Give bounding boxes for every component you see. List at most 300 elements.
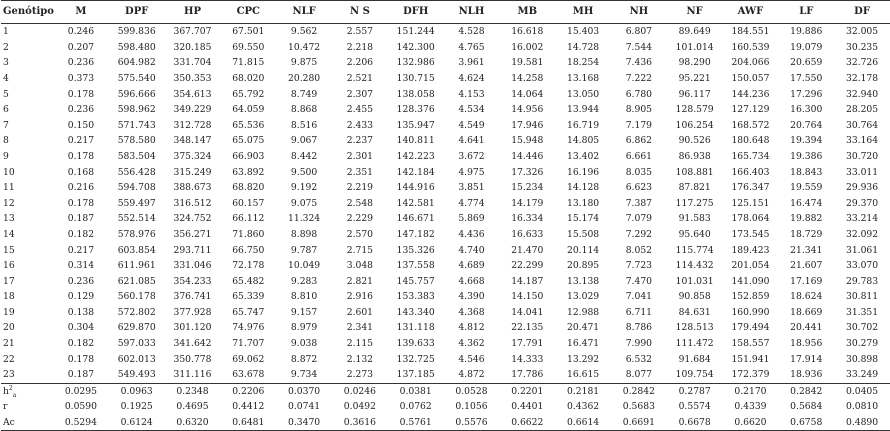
- table-row: [1, 305, 890, 321]
- value-cell: 176.347: [731, 182, 770, 194]
- value-cell: 19.581: [511, 57, 544, 69]
- value-cell: 19.886: [790, 26, 823, 38]
- genotype-id-cell: 10: [3, 166, 15, 178]
- value-cell: 152.859: [731, 291, 770, 303]
- value-cell: 2.601: [346, 306, 374, 318]
- value-cell: 571.743: [117, 119, 156, 131]
- value-cell: 4.975: [458, 166, 485, 178]
- value-cell: 575.540: [117, 72, 156, 84]
- value-cell: 101.031: [675, 275, 714, 287]
- value-cell: 151.941: [731, 353, 770, 365]
- value-cell: 201.054: [731, 260, 770, 272]
- value-cell: 9.283: [290, 275, 318, 287]
- genotype-id-cell: 12: [3, 197, 15, 209]
- value-cell: 354.613: [173, 88, 212, 100]
- value-cell: 20.764: [790, 119, 823, 131]
- value-cell: 320.185: [173, 41, 212, 53]
- stat-label-cell: [1, 415, 53, 431]
- value-cell: 8.442: [290, 150, 318, 162]
- value-cell: 29.936: [845, 182, 879, 194]
- value-cell: 15.948: [511, 135, 544, 147]
- value-cell: 16.719: [566, 119, 600, 131]
- value-cell: 3.851: [458, 182, 485, 194]
- value-cell: 72.178: [232, 260, 265, 272]
- value-cell: 0.178: [67, 88, 95, 100]
- value-cell: 377.928: [173, 306, 212, 318]
- stat-value-cell: 0.6691: [611, 415, 667, 431]
- stat-value-cell: 0.6620: [723, 415, 779, 431]
- value-cell: 165.734: [731, 150, 770, 162]
- stat-value-cell: 0.1056: [455, 401, 488, 413]
- value-cell: 7.544: [625, 41, 653, 53]
- value-cell: 19.394: [790, 135, 823, 147]
- value-cell: 66.903: [232, 150, 265, 162]
- value-cell: 578.580: [117, 135, 156, 147]
- value-cell: 8.786: [625, 322, 653, 334]
- genotype-id-cell: 14: [3, 228, 15, 240]
- value-cell: 20.659: [790, 57, 823, 69]
- value-cell: 0.373: [67, 72, 95, 84]
- value-cell: 16.196: [566, 166, 600, 178]
- value-cell: 31.061: [845, 244, 879, 256]
- value-cell: 145.757: [396, 275, 435, 287]
- value-cell: 19.079: [790, 41, 823, 53]
- value-cell: 9.875: [290, 57, 318, 69]
- table-row: [1, 24, 890, 40]
- stat-value-cell: 0.2348: [165, 383, 221, 399]
- stat-value-cell: 0.0295: [53, 383, 109, 399]
- value-cell: 2.715: [346, 244, 374, 256]
- value-cell: 7.387: [625, 197, 653, 209]
- value-cell: 20.114: [566, 244, 600, 256]
- value-cell: 14.041: [511, 306, 544, 318]
- value-cell: 87.821: [678, 182, 711, 194]
- value-cell: 4.668: [458, 275, 485, 287]
- genotype-id-cell: 13: [3, 213, 15, 225]
- value-cell: 114.432: [675, 260, 714, 272]
- column-header: HP: [165, 1, 221, 24]
- value-cell: 14.728: [566, 41, 600, 53]
- value-cell: 138.058: [396, 88, 435, 100]
- value-cell: 16.334: [511, 213, 544, 225]
- value-cell: 160.990: [731, 306, 770, 318]
- value-cell: 143.340: [396, 306, 435, 318]
- value-cell: 4.546: [458, 353, 485, 365]
- value-cell: 146.671: [396, 213, 435, 225]
- value-cell: 4.549: [458, 119, 485, 131]
- value-cell: 578.976: [117, 228, 156, 240]
- value-cell: 6.862: [625, 135, 653, 147]
- value-cell: 142.223: [396, 150, 435, 162]
- genotype-id-cell: 3: [3, 57, 9, 69]
- stat-value-cell: 0.2787: [667, 383, 723, 399]
- table-header-row: [1, 1, 890, 24]
- stat-value-cell: 0.5574: [678, 401, 711, 413]
- table-row: [1, 55, 890, 71]
- value-cell: 349.229: [173, 104, 212, 116]
- column-header: NLH: [444, 1, 500, 24]
- stat-value-cell: 0.2842: [778, 383, 834, 399]
- value-cell: 17.946: [511, 119, 544, 131]
- value-cell: 71.707: [232, 338, 265, 350]
- value-cell: 13.402: [566, 150, 600, 162]
- value-cell: 4.689: [458, 260, 485, 272]
- value-cell: 2.570: [346, 228, 374, 240]
- value-cell: 68.020: [232, 72, 265, 84]
- column-header-genotipo: Genótipo: [1, 1, 53, 24]
- value-cell: 135.947: [396, 119, 435, 131]
- value-cell: 2.115: [346, 338, 374, 350]
- value-cell: 30.235: [845, 41, 879, 53]
- table-row: [1, 336, 890, 352]
- value-cell: 9.192: [290, 182, 318, 194]
- column-header: DF: [834, 1, 890, 24]
- value-cell: 172.379: [731, 369, 770, 381]
- value-cell: 32.092: [845, 228, 879, 240]
- value-cell: 388.673: [173, 182, 212, 194]
- value-cell: 142.581: [396, 197, 435, 209]
- value-cell: 86.938: [678, 150, 711, 162]
- value-cell: 14.333: [511, 353, 544, 365]
- value-cell: 33.249: [845, 369, 879, 381]
- stat-value-cell: 0.3470: [276, 415, 332, 431]
- value-cell: 18.729: [790, 228, 823, 240]
- stat-value-cell: 0.6758: [778, 415, 834, 431]
- value-cell: 0.150: [67, 119, 95, 131]
- table-row: [1, 289, 890, 305]
- value-cell: 8.979: [290, 322, 318, 334]
- value-cell: 14.956: [511, 104, 544, 116]
- value-cell: 13.029: [566, 291, 600, 303]
- table-row: [1, 86, 890, 102]
- column-header: MH: [555, 1, 611, 24]
- value-cell: 0.138: [67, 306, 95, 318]
- value-cell: 65.747: [232, 306, 265, 318]
- value-cell: 30.279: [845, 338, 879, 350]
- value-cell: 28.205: [845, 104, 879, 116]
- value-cell: 2.433: [346, 119, 374, 131]
- value-cell: 71.815: [232, 57, 265, 69]
- value-cell: 8.810: [290, 291, 318, 303]
- stat-label-cell: [1, 399, 53, 415]
- value-cell: 71.860: [232, 228, 265, 240]
- value-cell: 2.218: [346, 41, 374, 53]
- value-cell: 2.548: [346, 197, 374, 209]
- value-cell: 4.740: [458, 244, 485, 256]
- value-cell: 139.633: [396, 338, 435, 350]
- value-cell: 6.532: [625, 353, 653, 365]
- value-cell: 7.041: [625, 291, 653, 303]
- value-cell: 559.497: [117, 197, 156, 209]
- value-cell: 63.678: [232, 369, 265, 381]
- value-cell: 32.940: [845, 88, 879, 100]
- stat-value-cell: 0.0381: [388, 383, 444, 399]
- value-cell: 69.550: [232, 41, 265, 53]
- value-cell: 18.843: [790, 166, 823, 178]
- value-cell: 599.836: [117, 26, 156, 38]
- value-cell: 29.783: [845, 275, 879, 287]
- value-cell: 142.184: [396, 166, 435, 178]
- stat-value-cell: 0.5761: [388, 415, 444, 431]
- value-cell: 189.423: [731, 244, 770, 256]
- value-cell: 140.811: [396, 135, 435, 147]
- value-cell: 0.178: [67, 197, 95, 209]
- value-cell: 20.471: [566, 322, 600, 334]
- stat-value-cell: 0.0741: [288, 401, 321, 413]
- stat-value-cell: 0.0405: [834, 383, 890, 399]
- value-cell: 30.811: [845, 291, 879, 303]
- value-cell: 11.324: [288, 213, 321, 225]
- value-cell: 629.870: [117, 322, 156, 334]
- stat-label-subscript: a: [12, 391, 17, 399]
- stat-label-text: r: [3, 401, 8, 413]
- value-cell: 8.868: [290, 104, 318, 116]
- table-row: [1, 211, 890, 227]
- value-cell: 7.436: [625, 57, 653, 69]
- value-cell: 137.185: [396, 369, 435, 381]
- stat-value-cell: 0.4695: [176, 401, 209, 413]
- value-cell: 594.708: [117, 182, 156, 194]
- stat-row: [1, 383, 890, 399]
- value-cell: 572.802: [117, 306, 156, 318]
- value-cell: 14.179: [511, 197, 544, 209]
- genotype-id-cell: 9: [3, 150, 9, 162]
- stat-value-cell: 0.0963: [109, 383, 165, 399]
- stat-label-superscript: 2: [8, 384, 13, 392]
- value-cell: 9.787: [290, 244, 318, 256]
- table-row: [1, 258, 890, 274]
- value-cell: 8.516: [290, 119, 318, 131]
- value-cell: 2.229: [346, 213, 374, 225]
- value-cell: 560.178: [117, 291, 156, 303]
- value-cell: 552.514: [117, 213, 156, 225]
- value-cell: 2.521: [346, 72, 374, 84]
- value-cell: 4.774: [458, 197, 485, 209]
- value-cell: 9.500: [290, 166, 318, 178]
- stat-value-cell: 0.0590: [64, 401, 97, 413]
- value-cell: 20.280: [288, 72, 321, 84]
- value-cell: 602.013: [117, 353, 156, 365]
- value-cell: 65.075: [232, 135, 265, 147]
- value-cell: 2.455: [346, 104, 374, 116]
- value-cell: 4.368: [458, 306, 485, 318]
- value-cell: 549.493: [117, 369, 156, 381]
- genotype-id-cell: 5: [3, 88, 9, 100]
- value-cell: 556.428: [117, 166, 156, 178]
- value-cell: 65.339: [232, 291, 265, 303]
- stat-value-cell: 0.0246: [332, 383, 388, 399]
- value-cell: 131.118: [396, 322, 435, 334]
- table-row: [1, 274, 890, 290]
- stat-value-cell: 0.4401: [511, 401, 544, 413]
- value-cell: 32.005: [845, 26, 879, 38]
- genotype-id-cell: 6: [3, 104, 9, 116]
- value-cell: 621.085: [117, 275, 156, 287]
- value-cell: 0.216: [67, 182, 95, 194]
- value-cell: 6.780: [625, 88, 653, 100]
- value-cell: 6.623: [625, 182, 653, 194]
- value-cell: 4.641: [458, 135, 485, 147]
- value-cell: 13.168: [566, 72, 600, 84]
- value-cell: 13.944: [566, 104, 600, 116]
- value-cell: 17.326: [511, 166, 544, 178]
- value-cell: 158.557: [731, 338, 770, 350]
- stat-value-cell: 0.2842: [611, 383, 667, 399]
- value-cell: 142.300: [396, 41, 435, 53]
- genotype-id-cell: 23: [3, 369, 15, 381]
- value-cell: 91.583: [678, 213, 711, 225]
- value-cell: 0.182: [67, 228, 95, 240]
- value-cell: 22.135: [511, 322, 544, 334]
- stat-value-cell: 0.2170: [723, 383, 779, 399]
- stat-value-cell: 0.0370: [276, 383, 332, 399]
- value-cell: 0.236: [67, 275, 95, 287]
- value-cell: 7.179: [625, 119, 653, 131]
- value-cell: 316.512: [173, 197, 212, 209]
- value-cell: 312.728: [173, 119, 212, 131]
- value-cell: 184.551: [731, 26, 770, 38]
- table-row: [1, 367, 890, 383]
- value-cell: 13.292: [566, 353, 600, 365]
- value-cell: 130.715: [396, 72, 435, 84]
- stat-value-cell: 0.6622: [499, 415, 555, 431]
- value-cell: 10.472: [288, 41, 321, 53]
- value-cell: 0.217: [67, 244, 95, 256]
- value-cell: 12.988: [566, 306, 600, 318]
- value-cell: 16.471: [566, 338, 600, 350]
- value-cell: 301.120: [173, 322, 212, 334]
- table-row: [1, 118, 890, 134]
- genotype-id-cell: 19: [3, 306, 15, 318]
- value-cell: 2.821: [346, 275, 374, 287]
- value-cell: 4.765: [458, 41, 485, 53]
- value-cell: 0.314: [67, 260, 95, 272]
- value-cell: 21.470: [511, 244, 544, 256]
- value-cell: 64.059: [232, 104, 265, 116]
- value-cell: 14.064: [511, 88, 544, 100]
- value-cell: 4.812: [458, 322, 485, 334]
- value-cell: 16.300: [790, 104, 823, 116]
- value-cell: 21.607: [790, 260, 823, 272]
- value-cell: 14.150: [511, 291, 544, 303]
- column-header: CPC: [220, 1, 276, 24]
- value-cell: 2.301: [346, 150, 374, 162]
- value-cell: 7.222: [625, 72, 653, 84]
- value-cell: 18.624: [790, 291, 823, 303]
- table-row: [1, 227, 890, 243]
- value-cell: 8.872: [290, 353, 318, 365]
- value-cell: 324.752: [173, 213, 212, 225]
- value-cell: 8.898: [290, 228, 318, 240]
- stat-value-cell: 0.4412: [232, 401, 265, 413]
- value-cell: 18.936: [790, 369, 823, 381]
- value-cell: 13.050: [566, 88, 600, 100]
- value-cell: 356.271: [173, 228, 212, 240]
- table-body: [1, 24, 890, 431]
- stat-row: [1, 415, 890, 431]
- value-cell: 95.221: [678, 72, 711, 84]
- value-cell: 0.304: [67, 322, 95, 334]
- table-row: [1, 180, 890, 196]
- value-cell: 109.754: [675, 369, 714, 381]
- value-cell: 33.011: [845, 166, 879, 178]
- value-cell: 141.090: [731, 275, 770, 287]
- stat-value-cell: 0.6678: [667, 415, 723, 431]
- value-cell: 128.376: [396, 104, 435, 116]
- value-cell: 6.711: [625, 306, 653, 318]
- value-cell: 0.187: [67, 369, 95, 381]
- value-cell: 13.138: [566, 275, 600, 287]
- column-header: M: [53, 1, 109, 24]
- value-cell: 108.881: [675, 166, 714, 178]
- value-cell: 166.403: [731, 166, 770, 178]
- value-cell: 151.244: [396, 26, 435, 38]
- value-cell: 33.214: [845, 213, 879, 225]
- stat-value-cell: 0.5684: [790, 401, 823, 413]
- value-cell: 13.180: [566, 197, 600, 209]
- value-cell: 2.351: [346, 166, 374, 178]
- genotype-id-cell: 4: [3, 72, 9, 84]
- value-cell: 2.307: [346, 88, 374, 100]
- value-cell: 7.470: [625, 275, 653, 287]
- value-cell: 17.786: [511, 369, 544, 381]
- genotype-id-cell: 1: [3, 26, 9, 38]
- value-cell: 16.002: [511, 41, 544, 53]
- value-cell: 7.723: [625, 260, 653, 272]
- value-cell: 6.661: [625, 150, 653, 162]
- value-cell: 0.246: [67, 26, 95, 38]
- value-cell: 0.178: [67, 150, 95, 162]
- value-cell: 598.480: [117, 41, 156, 53]
- value-cell: 315.249: [173, 166, 212, 178]
- value-cell: 66.750: [232, 244, 265, 256]
- stat-value-cell: 0.2201: [499, 383, 555, 399]
- value-cell: 14.187: [511, 275, 544, 287]
- value-cell: 3.672: [458, 150, 485, 162]
- stat-value-cell: 0.6614: [555, 415, 611, 431]
- value-cell: 604.982: [117, 57, 156, 69]
- value-cell: 4.872: [458, 369, 485, 381]
- value-cell: 367.707: [173, 26, 212, 38]
- value-cell: 2.237: [346, 135, 374, 147]
- value-cell: 9.067: [290, 135, 318, 147]
- column-header: LF: [778, 1, 834, 24]
- value-cell: 348.147: [173, 135, 212, 147]
- genotype-id-cell: 18: [3, 291, 15, 303]
- value-cell: 18.956: [790, 338, 823, 350]
- value-cell: 9.734: [290, 369, 318, 381]
- value-cell: 19.882: [790, 213, 823, 225]
- value-cell: 8.749: [290, 88, 318, 100]
- value-cell: 90.858: [678, 291, 711, 303]
- table-row: [1, 71, 890, 87]
- value-cell: 9.157: [290, 306, 318, 318]
- value-cell: 0.168: [67, 166, 95, 178]
- stat-label-cell: [1, 383, 53, 399]
- value-cell: 117.275: [675, 197, 714, 209]
- value-cell: 144.236: [731, 88, 770, 100]
- value-cell: 0.236: [67, 104, 95, 116]
- value-cell: 598.962: [117, 104, 156, 116]
- value-cell: 84.631: [678, 306, 711, 318]
- stat-value-cell: 0.0528: [444, 383, 500, 399]
- value-cell: 63.892: [232, 166, 265, 178]
- value-cell: 4.153: [458, 88, 485, 100]
- stat-value-cell: 0.3616: [332, 415, 388, 431]
- value-cell: 144.916: [396, 182, 435, 194]
- genotype-id-cell: 2: [3, 41, 9, 53]
- value-cell: 132.986: [396, 57, 435, 69]
